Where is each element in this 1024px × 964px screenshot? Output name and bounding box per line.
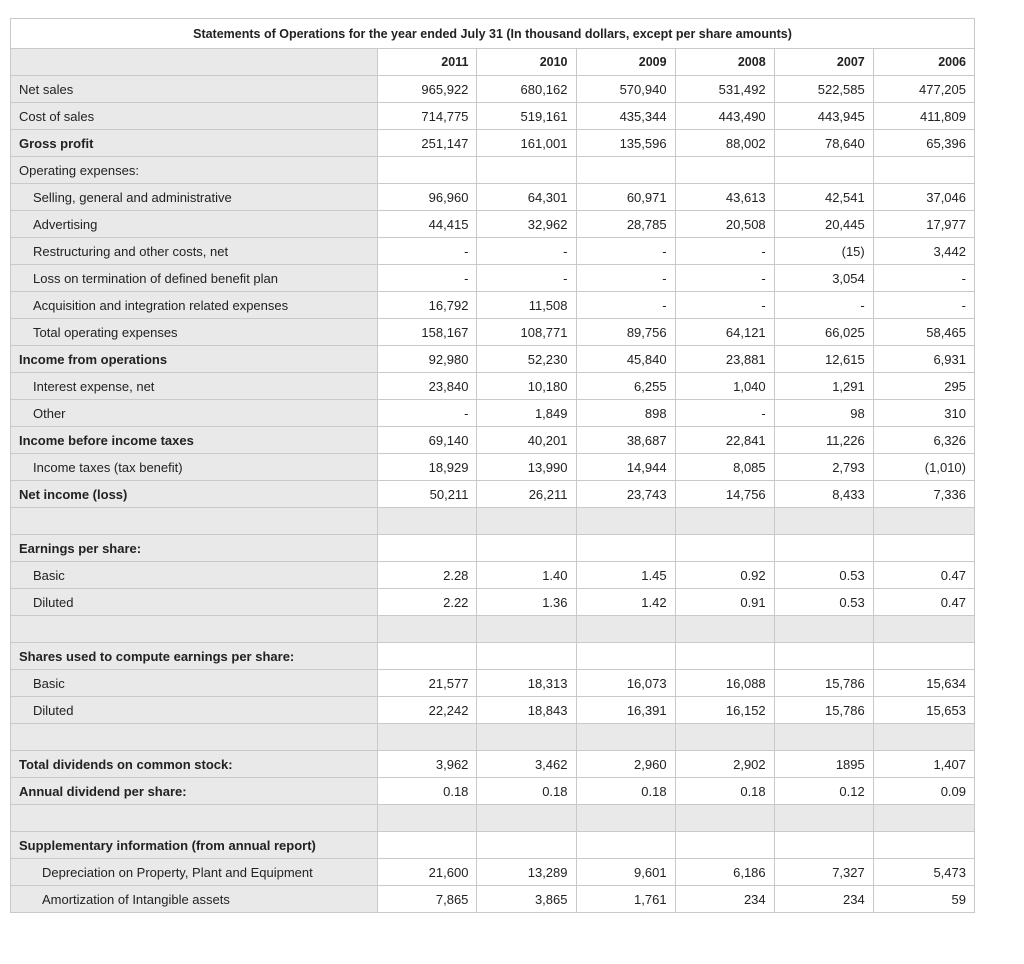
value-cell: - <box>477 265 576 292</box>
value-cell: 96,960 <box>378 184 477 211</box>
row-label <box>11 805 378 832</box>
row-label <box>11 508 378 535</box>
value-cell: 7,865 <box>378 886 477 913</box>
value-cell: 65,396 <box>873 130 974 157</box>
value-cell: 98 <box>774 400 873 427</box>
value-cell: 2,902 <box>675 751 774 778</box>
value-cell: 522,585 <box>774 76 873 103</box>
value-cell <box>774 832 873 859</box>
value-cell: 3,462 <box>477 751 576 778</box>
value-cell: 0.18 <box>675 778 774 805</box>
row-label: Annual dividend per share: <box>11 778 378 805</box>
value-cell: 1,849 <box>477 400 576 427</box>
value-cell <box>576 832 675 859</box>
value-cell: 680,162 <box>477 76 576 103</box>
row-label: Restructuring and other costs, net <box>11 238 378 265</box>
value-cell: 28,785 <box>576 211 675 238</box>
value-cell <box>477 616 576 643</box>
value-cell: - <box>774 292 873 319</box>
value-cell <box>873 805 974 832</box>
value-cell: 23,881 <box>675 346 774 373</box>
spacer-row <box>11 724 975 751</box>
value-cell: 21,600 <box>378 859 477 886</box>
value-cell <box>774 643 873 670</box>
value-cell: 1,407 <box>873 751 974 778</box>
value-cell: 10,180 <box>477 373 576 400</box>
row-label: Advertising <box>11 211 378 238</box>
title-row <box>11 19 975 49</box>
value-cell <box>477 643 576 670</box>
value-cell: 40,201 <box>477 427 576 454</box>
value-cell: 0.47 <box>873 562 974 589</box>
value-cell: 52,230 <box>477 346 576 373</box>
value-cell: 3,442 <box>873 238 974 265</box>
value-cell: 16,073 <box>576 670 675 697</box>
value-cell <box>378 508 477 535</box>
value-cell: 16,088 <box>675 670 774 697</box>
value-cell: - <box>477 238 576 265</box>
value-cell: 26,211 <box>477 481 576 508</box>
table-title: Statements of Operations for the year ended July 31 (In thousand dollars, except per share amounts) <box>11 19 975 49</box>
value-cell: - <box>576 238 675 265</box>
value-cell <box>675 724 774 751</box>
value-cell <box>378 643 477 670</box>
table-row <box>11 670 975 697</box>
row-label: Depreciation on Property, Plant and Equipment <box>11 859 378 886</box>
row-label: Income before income taxes <box>11 427 378 454</box>
value-cell: 45,840 <box>576 346 675 373</box>
row-label: Selling, general and administrative <box>11 184 378 211</box>
table-row <box>11 751 975 778</box>
value-cell <box>675 616 774 643</box>
table-row <box>11 130 975 157</box>
row-label: Basic <box>11 670 378 697</box>
value-cell: 42,541 <box>774 184 873 211</box>
value-cell: 1,761 <box>576 886 675 913</box>
value-cell: 0.91 <box>675 589 774 616</box>
value-cell <box>873 724 974 751</box>
value-cell <box>576 724 675 751</box>
table-row <box>11 319 975 346</box>
value-cell: 3,962 <box>378 751 477 778</box>
value-cell: 3,865 <box>477 886 576 913</box>
value-cell <box>378 724 477 751</box>
value-cell: 519,161 <box>477 103 576 130</box>
value-cell <box>378 157 477 184</box>
value-cell: 234 <box>774 886 873 913</box>
table-row <box>11 697 975 724</box>
value-cell: 6,326 <box>873 427 974 454</box>
value-cell <box>576 643 675 670</box>
spacer-row <box>11 805 975 832</box>
value-cell: 0.18 <box>378 778 477 805</box>
value-cell: (1,010) <box>873 454 974 481</box>
value-cell: 15,786 <box>774 670 873 697</box>
value-cell <box>873 616 974 643</box>
value-cell: 7,336 <box>873 481 974 508</box>
value-cell: 965,922 <box>378 76 477 103</box>
value-cell: 1,291 <box>774 373 873 400</box>
value-cell: 11,226 <box>774 427 873 454</box>
table-row <box>11 535 975 562</box>
value-cell: 158,167 <box>378 319 477 346</box>
row-label: Total operating expenses <box>11 319 378 346</box>
value-cell: 0.09 <box>873 778 974 805</box>
value-cell: 50,211 <box>378 481 477 508</box>
table-row <box>11 103 975 130</box>
table-row <box>11 427 975 454</box>
table-row <box>11 589 975 616</box>
value-cell <box>675 832 774 859</box>
value-cell: 23,743 <box>576 481 675 508</box>
table-row <box>11 454 975 481</box>
value-cell: 898 <box>576 400 675 427</box>
value-cell: 64,121 <box>675 319 774 346</box>
value-cell <box>675 643 774 670</box>
value-cell: 18,929 <box>378 454 477 481</box>
row-label: Net income (loss) <box>11 481 378 508</box>
value-cell: 6,255 <box>576 373 675 400</box>
value-cell: 310 <box>873 400 974 427</box>
value-cell: - <box>873 265 974 292</box>
value-cell: - <box>675 238 774 265</box>
row-label: Loss on termination of defined benefit plan <box>11 265 378 292</box>
row-label: Operating expenses: <box>11 157 378 184</box>
value-cell: 1,040 <box>675 373 774 400</box>
value-cell: 89,756 <box>576 319 675 346</box>
value-cell: 69,140 <box>378 427 477 454</box>
spacer-row <box>11 508 975 535</box>
value-cell: 443,945 <box>774 103 873 130</box>
value-cell: 43,613 <box>675 184 774 211</box>
value-cell: 14,756 <box>675 481 774 508</box>
value-cell <box>378 535 477 562</box>
spacer-row <box>11 616 975 643</box>
value-cell: 16,792 <box>378 292 477 319</box>
value-cell <box>576 508 675 535</box>
value-cell: 2,793 <box>774 454 873 481</box>
value-cell <box>873 535 974 562</box>
table-row <box>11 643 975 670</box>
value-cell <box>477 832 576 859</box>
row-label: Earnings per share: <box>11 535 378 562</box>
value-cell: 251,147 <box>378 130 477 157</box>
operations-table <box>10 18 975 913</box>
header-label-cell <box>11 49 378 76</box>
value-cell: 2.28 <box>378 562 477 589</box>
value-cell: 0.18 <box>576 778 675 805</box>
value-cell: - <box>576 292 675 319</box>
row-label: Amortization of Intangible assets <box>11 886 378 913</box>
value-cell: 58,465 <box>873 319 974 346</box>
row-label: Shares used to compute earnings per share: <box>11 643 378 670</box>
year-header-row <box>11 49 975 76</box>
value-cell: 22,242 <box>378 697 477 724</box>
year-header: 2010 <box>477 49 576 76</box>
value-cell <box>378 805 477 832</box>
value-cell: 0.18 <box>477 778 576 805</box>
value-cell: 18,843 <box>477 697 576 724</box>
table-row <box>11 184 975 211</box>
value-cell <box>873 643 974 670</box>
value-cell: 18,313 <box>477 670 576 697</box>
table-row <box>11 238 975 265</box>
value-cell: 435,344 <box>576 103 675 130</box>
year-header: 2006 <box>873 49 974 76</box>
value-cell: 443,490 <box>675 103 774 130</box>
value-cell <box>774 535 873 562</box>
value-cell: 11,508 <box>477 292 576 319</box>
value-cell: 59 <box>873 886 974 913</box>
value-cell: - <box>378 400 477 427</box>
row-label: Basic <box>11 562 378 589</box>
value-cell <box>576 616 675 643</box>
value-cell: 15,653 <box>873 697 974 724</box>
table-row <box>11 778 975 805</box>
table-row <box>11 859 975 886</box>
table-row <box>11 157 975 184</box>
value-cell: - <box>378 265 477 292</box>
value-cell <box>774 157 873 184</box>
value-cell: 16,152 <box>675 697 774 724</box>
value-cell: 0.53 <box>774 562 873 589</box>
value-cell <box>378 832 477 859</box>
table-row <box>11 481 975 508</box>
value-cell: 60,971 <box>576 184 675 211</box>
value-cell: 16,391 <box>576 697 675 724</box>
value-cell: 5,473 <box>873 859 974 886</box>
value-cell: 38,687 <box>576 427 675 454</box>
value-cell <box>675 535 774 562</box>
row-label: Income taxes (tax benefit) <box>11 454 378 481</box>
value-cell: 8,085 <box>675 454 774 481</box>
value-cell: 0.12 <box>774 778 873 805</box>
value-cell: - <box>378 238 477 265</box>
value-cell: 15,786 <box>774 697 873 724</box>
value-cell <box>477 805 576 832</box>
value-cell: - <box>675 265 774 292</box>
value-cell: 23,840 <box>378 373 477 400</box>
value-cell: 21,577 <box>378 670 477 697</box>
row-label: Supplementary information (from annual report) <box>11 832 378 859</box>
table-row <box>11 346 975 373</box>
value-cell <box>477 724 576 751</box>
value-cell: 7,327 <box>774 859 873 886</box>
value-cell: 66,025 <box>774 319 873 346</box>
table-row <box>11 292 975 319</box>
value-cell: 78,640 <box>774 130 873 157</box>
value-cell: 92,980 <box>378 346 477 373</box>
year-header: 2011 <box>378 49 477 76</box>
table-row <box>11 832 975 859</box>
value-cell <box>477 157 576 184</box>
value-cell: 22,841 <box>675 427 774 454</box>
value-cell <box>873 157 974 184</box>
year-header: 2009 <box>576 49 675 76</box>
value-cell: 1.40 <box>477 562 576 589</box>
value-cell: 108,771 <box>477 319 576 346</box>
value-cell: 135,596 <box>576 130 675 157</box>
value-cell: - <box>576 265 675 292</box>
value-cell: 2.22 <box>378 589 477 616</box>
table-row <box>11 400 975 427</box>
value-cell: 1.45 <box>576 562 675 589</box>
value-cell: 2,960 <box>576 751 675 778</box>
value-cell: 1895 <box>774 751 873 778</box>
value-cell: 0.53 <box>774 589 873 616</box>
value-cell <box>774 508 873 535</box>
value-cell <box>675 805 774 832</box>
table-row <box>11 76 975 103</box>
row-label: Interest expense, net <box>11 373 378 400</box>
value-cell: 6,931 <box>873 346 974 373</box>
value-cell: 15,634 <box>873 670 974 697</box>
value-cell <box>378 616 477 643</box>
value-cell: 13,990 <box>477 454 576 481</box>
value-cell: 570,940 <box>576 76 675 103</box>
value-cell: 9,601 <box>576 859 675 886</box>
table-row <box>11 211 975 238</box>
value-cell: 161,001 <box>477 130 576 157</box>
value-cell: 20,445 <box>774 211 873 238</box>
value-cell <box>774 805 873 832</box>
row-label: Cost of sales <box>11 103 378 130</box>
row-label <box>11 616 378 643</box>
value-cell: 8,433 <box>774 481 873 508</box>
table-row <box>11 562 975 589</box>
value-cell: 12,615 <box>774 346 873 373</box>
value-cell: 477,205 <box>873 76 974 103</box>
year-header: 2008 <box>675 49 774 76</box>
value-cell: 411,809 <box>873 103 974 130</box>
row-label: Total dividends on common stock: <box>11 751 378 778</box>
value-cell: (15) <box>774 238 873 265</box>
value-cell: 17,977 <box>873 211 974 238</box>
value-cell: 0.47 <box>873 589 974 616</box>
value-cell: 32,962 <box>477 211 576 238</box>
value-cell: 1.42 <box>576 589 675 616</box>
value-cell: 44,415 <box>378 211 477 238</box>
value-cell <box>774 724 873 751</box>
value-cell <box>873 508 974 535</box>
value-cell: 13,289 <box>477 859 576 886</box>
table-row <box>11 265 975 292</box>
value-cell <box>675 157 774 184</box>
value-cell: 6,186 <box>675 859 774 886</box>
table-row <box>11 886 975 913</box>
value-cell <box>774 616 873 643</box>
value-cell: 295 <box>873 373 974 400</box>
value-cell <box>675 508 774 535</box>
row-label: Income from operations <box>11 346 378 373</box>
value-cell: 3,054 <box>774 265 873 292</box>
value-cell: - <box>873 292 974 319</box>
financial-statement <box>10 18 975 913</box>
table-row <box>11 373 975 400</box>
value-cell <box>477 508 576 535</box>
row-label: Other <box>11 400 378 427</box>
value-cell: - <box>675 292 774 319</box>
value-cell <box>576 805 675 832</box>
value-cell <box>873 832 974 859</box>
row-label: Net sales <box>11 76 378 103</box>
value-cell: 37,046 <box>873 184 974 211</box>
value-cell <box>576 157 675 184</box>
year-header: 2007 <box>774 49 873 76</box>
value-cell: 64,301 <box>477 184 576 211</box>
value-cell <box>576 535 675 562</box>
value-cell: - <box>675 400 774 427</box>
value-cell: 1.36 <box>477 589 576 616</box>
value-cell: 531,492 <box>675 76 774 103</box>
value-cell: 14,944 <box>576 454 675 481</box>
value-cell <box>477 535 576 562</box>
row-label: Diluted <box>11 589 378 616</box>
value-cell: 20,508 <box>675 211 774 238</box>
value-cell: 714,775 <box>378 103 477 130</box>
value-cell: 88,002 <box>675 130 774 157</box>
value-cell: 234 <box>675 886 774 913</box>
value-cell: 0.92 <box>675 562 774 589</box>
row-label <box>11 724 378 751</box>
row-label: Acquisition and integration related expenses <box>11 292 378 319</box>
row-label: Gross profit <box>11 130 378 157</box>
row-label: Diluted <box>11 697 378 724</box>
